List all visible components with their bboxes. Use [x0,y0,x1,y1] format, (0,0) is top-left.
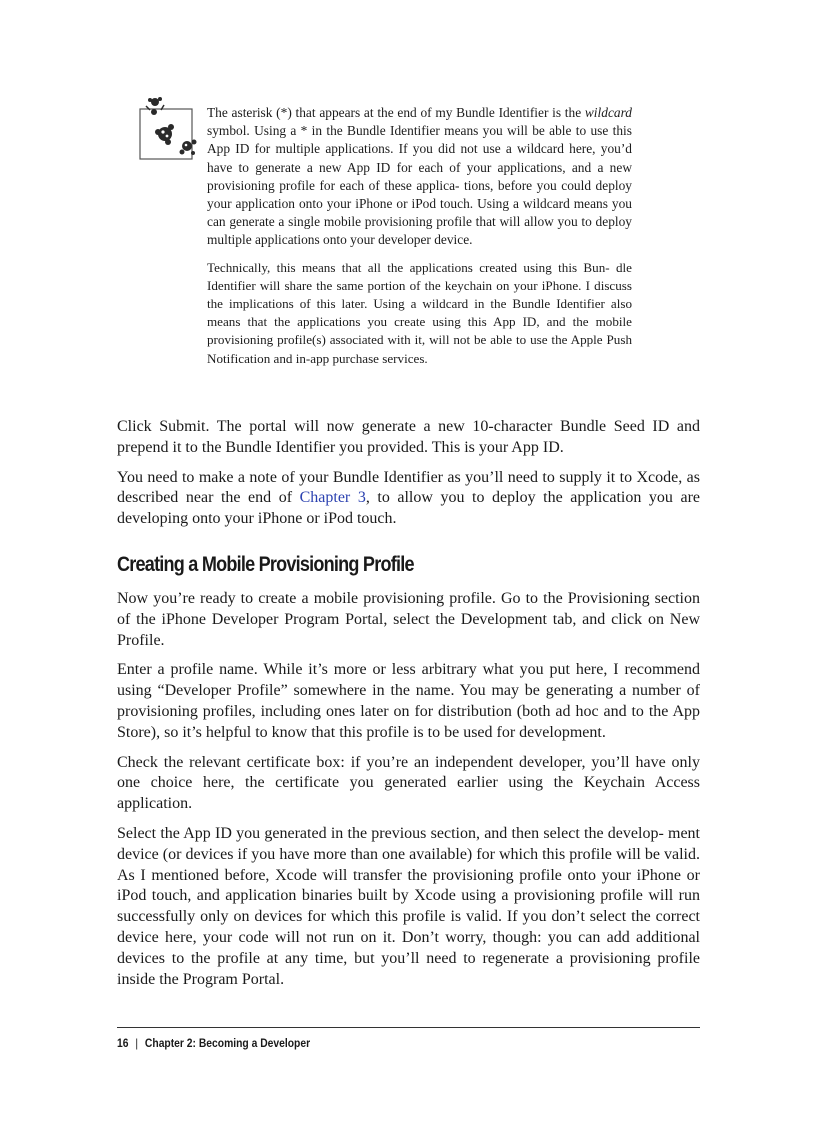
footer-divider [117,1027,700,1028]
tip-note [207,104,632,377]
note-paragraph-1 [207,104,632,250]
note-emphasis: wildcard [584,105,632,120]
note-text: The asterisk (*) that appears at the end of my Bundle Identifier is the [207,105,585,120]
section-heading: Creating a Mobile Provisioning Profile [117,553,414,576]
footer-separator: | [135,1036,139,1050]
page-footer [117,1036,310,1050]
page-number: 16 [117,1036,129,1050]
section-paragraph-4: Select the App ID you generated in the previous section, and then select the develop- ment device (or devices if you have more than one available) for which this profile will be valid. As I mentioned before, Xcode will transfer the provisioning profile onto your iPhone or iPod touch, and application binaries built by Xcode using a provisioning profile will run successfully only on devices for which this profile is valid. If you don’t select the correct device here, your code will not run on it. Don’t worry, though: you can add additional devices to the profile at any time, but you’ll need to regenerate a provisioning profile inside the Program Portal. [117,824,700,988]
body-paragraph-submit: Click Submit. The portal will now generate a new 10-character Bundle Seed ID and prepend it to the Bundle Identifier you provided. This is your App ID. [117,418,700,456]
body-intro [117,417,700,539]
note-text: symbol. Using a * in the Bundle Identifier means you will be able to use this App ID for multiple applications. If you did not use a wildcard here, you’d have to generate a new App ID for each of your applications, and a new provisioning profile for each of these applica- tions, before you could deploy your application onto your iPhone or iPod touch. Using a wildcard means you can generate a single mobile provisioning profile that will allow you to deploy multiple applications onto your developer device. [207,123,632,248]
section-paragraph-3: Check the relevant certificate box: if you’re an independent developer, you’ll have only one choice here, the certificate you generated earlier using the Keychain Access application. [117,753,700,813]
body-text: You need to make a note of your Bundle Identifier as you’ll need to supply it to Xcode, as described near the end of [117,468,700,507]
body-text: , to allow you to deploy the application you are developing onto your iPhone or iPod touch. [117,489,701,528]
section-paragraph-1: Now you’re ready to create a mobile provisioning profile. Go to the Provisioning section of the iPhone Developer Program Portal, select the Development tab, and click on New Profile. [117,590,700,649]
tip-icon [138,96,208,162]
body-paragraph-bundle [117,468,700,530]
section-body [117,589,700,999]
chapter-title: Chapter 2: Becoming a Developer [144,1036,311,1050]
chapter-3-link[interactable]: Chapter 3 [299,489,366,507]
note-paragraph-2: Technically, this means that all the applications created using this Bun- dle Identifier will share the same portion of the keychain on your iPhone. I discuss the implications of this later. Using a wildcard in the Bundle Identifier also means that the applications you create using this App ID, and the mobile provisioning profile(s) associated with it, will not be able to use the Apple Push Notification and in-app purchase services. [207,259,632,366]
section-paragraph-2: Enter a profile name. While it’s more or less arbitrary what you put here, I recommend using “Developer Profile” somewhere in the name. You may be generating a number of provisioning profiles, including ones later on for distribution (both ad hoc and to the App Store), so it’s helpful to know that this profile is to be used for development. [117,661,700,741]
